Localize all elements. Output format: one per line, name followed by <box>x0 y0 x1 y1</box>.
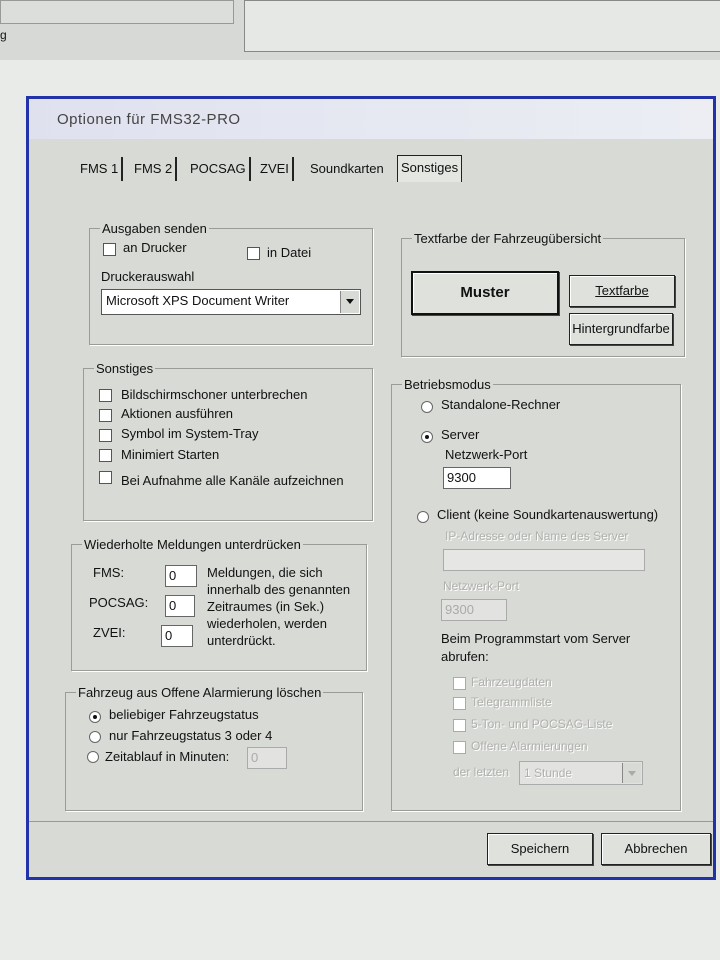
label-fahrzeugdaten: Fahrzeugdaten <box>471 675 552 689</box>
group-textfarbe-legend: Textfarbe der Fahrzeugübersicht <box>414 231 602 246</box>
desc-line-2: innerhalb des genannten <box>207 582 351 597</box>
group-betriebsmodus-legend: Betriebsmodus <box>404 377 491 392</box>
checkbox-telegrammliste[interactable] <box>453 697 466 710</box>
label-status-3-4: nur Fahrzeugstatus 3 oder 4 <box>109 728 273 743</box>
checkbox-an-drucker[interactable] <box>103 243 116 256</box>
label-server: Server <box>441 427 480 442</box>
checkbox-system-tray[interactable] <box>99 429 112 442</box>
label-beim-programmstart: Beim Programmstart vom Server <box>441 631 631 646</box>
background-text-fragment: g <box>0 28 7 42</box>
checkbox-offene-alarmierungen[interactable] <box>453 741 466 754</box>
label-telegrammliste: Telegrammliste <box>471 695 552 709</box>
group-fahrzeug-loeschen <box>65 685 363 811</box>
label-client-port: Netzwerk-Port <box>443 579 520 593</box>
radio-client[interactable] <box>417 511 429 523</box>
stunde-select[interactable] <box>519 761 643 785</box>
checkbox-in-datei[interactable] <box>247 247 260 260</box>
tab-soundkarten[interactable]: Soundkarten <box>310 161 384 176</box>
muster-preview: Muster <box>411 271 559 315</box>
label-in-datei: in Datei <box>267 245 312 260</box>
label-alle-kanaele: Bei Aufnahme alle Kanäle aufzeichnen <box>121 473 344 488</box>
tab-sonstiges[interactable]: Sonstiges <box>397 155 462 182</box>
checkbox-alle-kanaele[interactable] <box>99 471 112 484</box>
options-dialog <box>26 96 716 880</box>
zvei-seconds-input[interactable]: 0 <box>161 625 193 647</box>
group-sonstiges <box>83 361 373 521</box>
desc-line-4: wiederholen, werden <box>207 616 327 631</box>
tab-fms2[interactable]: FMS 2 <box>131 157 177 181</box>
label-offene-alarmierungen: Offene Alarmierungen <box>471 739 588 753</box>
radio-server[interactable] <box>421 431 433 443</box>
radio-zeitablauf[interactable] <box>87 751 99 763</box>
checkbox-fahrzeugdaten[interactable] <box>453 677 466 690</box>
label-pocsag: POCSAG: <box>89 595 149 610</box>
fms-seconds-input[interactable]: 0 <box>165 565 197 587</box>
hintergrundfarbe-button[interactable]: Hintergrundfarbe <box>569 313 673 345</box>
stunde-select-value: 1 Stunde <box>524 766 573 780</box>
button-separator <box>29 821 713 822</box>
label-standalone: Standalone-Rechner <box>441 397 561 412</box>
label-ip-adresse: IP-Adresse oder Name des Server <box>445 529 629 543</box>
background-panel-right <box>244 0 720 52</box>
tab-pocsag[interactable]: POCSAG <box>187 157 251 181</box>
label-bildschirmschoner: Bildschirmschoner unterbrechen <box>121 387 308 402</box>
background-panel-left <box>0 0 234 24</box>
cancel-button[interactable]: Abbrechen <box>601 833 711 865</box>
tab-fms1[interactable]: FMS 1 <box>77 157 123 181</box>
client-port-input[interactable]: 9300 <box>441 599 507 621</box>
radio-standalone[interactable] <box>421 401 433 413</box>
label-5ton-pocsag: 5-Ton- und POCSAG-Liste <box>471 717 613 731</box>
server-port-input[interactable]: 9300 <box>443 467 511 489</box>
desc-line-3: Zeitraumes (in Sek.) <box>207 599 325 614</box>
title-bar[interactable] <box>29 99 713 139</box>
window-title: Optionen für FMS32-PRO <box>57 111 241 128</box>
label-an-drucker: an Drucker <box>123 240 187 255</box>
label-zvei: ZVEI: <box>93 625 126 640</box>
label-druckerauswahl: Druckerauswahl <box>101 269 195 284</box>
radio-status-3-4[interactable] <box>89 731 101 743</box>
label-fms: FMS: <box>93 565 125 580</box>
save-button[interactable]: Speichern <box>487 833 593 865</box>
group-fahrzeug-legend: Fahrzeug aus Offene Alarmierung löschen <box>78 685 322 700</box>
desc-line-1: Meldungen, die sich <box>207 565 323 580</box>
group-sonstiges-legend: Sonstiges <box>96 361 154 376</box>
checkbox-aktionen[interactable] <box>99 409 112 422</box>
label-system-tray: Symbol im System-Tray <box>121 426 259 441</box>
chevron-down-icon[interactable] <box>622 763 641 783</box>
tab-zvei[interactable]: ZVEI <box>257 157 294 181</box>
group-ausgaben-legend: Ausgaben senden <box>102 221 207 236</box>
label-beliebiger-status: beliebiger Fahrzeugstatus <box>109 707 259 722</box>
zeitablauf-minutes-input[interactable]: 0 <box>247 747 287 769</box>
tab-panel-sonstiges <box>75 185 715 825</box>
label-minimiert: Minimiert Starten <box>121 447 220 462</box>
textfarbe-button[interactable]: Textfarbe <box>569 275 675 307</box>
pocsag-seconds-input[interactable]: 0 <box>165 595 195 617</box>
server-ip-input[interactable] <box>443 549 645 571</box>
group-wiederholte-legend: Wiederholte Meldungen unterdrücken <box>84 537 301 552</box>
radio-beliebiger-status[interactable] <box>89 711 101 723</box>
label-abrufen: abrufen: <box>441 649 489 664</box>
label-netzwerk-port: Netzwerk-Port <box>445 447 528 462</box>
label-aktionen: Aktionen ausführen <box>121 406 234 421</box>
label-zeitablauf: Zeitablauf in Minuten: <box>105 749 230 764</box>
label-client: Client (keine Soundkartenauswertung) <box>437 507 659 522</box>
chevron-down-icon[interactable] <box>340 291 359 313</box>
printer-select[interactable] <box>101 289 361 315</box>
printer-select-value: Microsoft XPS Document Writer <box>106 293 290 308</box>
checkbox-5ton-pocsag[interactable] <box>453 719 466 732</box>
label-der-letzten: der letzten <box>453 765 510 779</box>
desc-line-5: unterdrückt. <box>207 633 276 648</box>
checkbox-bildschirmschoner[interactable] <box>99 389 112 402</box>
checkbox-minimiert[interactable] <box>99 449 112 462</box>
